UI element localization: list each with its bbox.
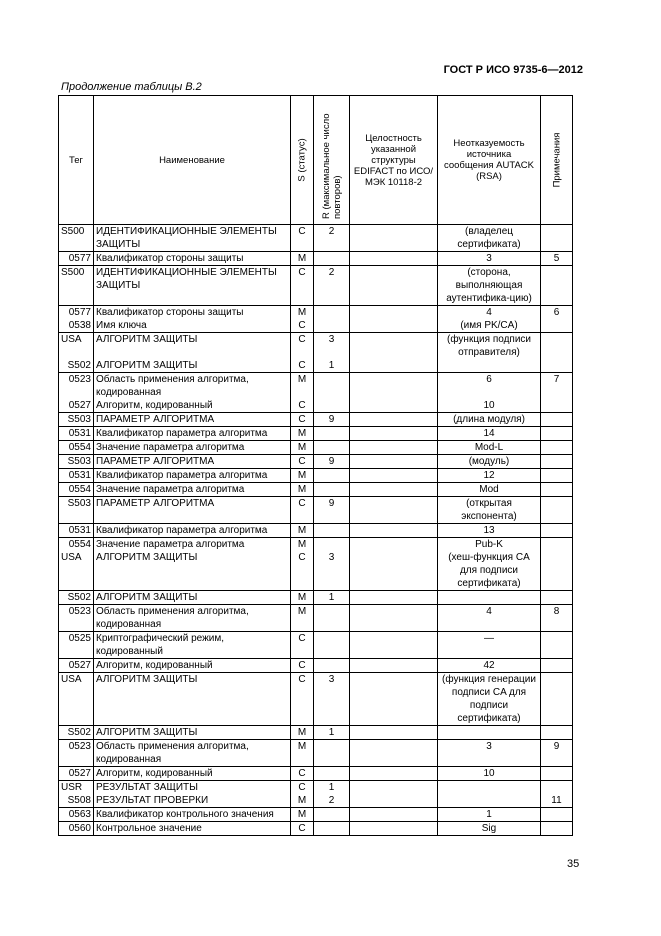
cell-tag: 0554 <box>59 441 94 455</box>
cell-integrity <box>350 659 438 673</box>
cell-integrity <box>350 767 438 781</box>
table-row <box>59 225 573 252</box>
cell-repeat: 2 <box>314 266 350 306</box>
cell-tag: 0527 <box>59 399 94 413</box>
cell-integrity <box>350 808 438 822</box>
cell-integrity <box>350 399 438 413</box>
cell-integrity <box>350 605 438 632</box>
cell-tag: 0577 <box>59 306 94 320</box>
cell-repeat <box>314 822 350 836</box>
cell-status: C <box>291 673 314 726</box>
cell-nonrepudiation <box>438 794 541 808</box>
cell-status: C <box>291 359 314 373</box>
cell-notes <box>541 497 573 524</box>
cell-name: Криптографический режим, кодированный <box>94 632 291 659</box>
cell-integrity <box>350 455 438 469</box>
cell-integrity <box>350 483 438 497</box>
cell-notes <box>541 225 573 252</box>
cell-nonrepudiation <box>438 591 541 605</box>
cell-repeat: 1 <box>314 359 350 373</box>
cell-repeat <box>314 659 350 673</box>
cell-notes: 5 <box>541 252 573 266</box>
cell-tag: 0577 <box>59 252 94 266</box>
cell-repeat: 1 <box>314 726 350 740</box>
cell-tag: S500 <box>59 225 94 252</box>
cell-nonrepudiation: 1 <box>438 808 541 822</box>
cell-status: C <box>291 413 314 427</box>
cell-nonrepudiation: 4 <box>438 306 541 320</box>
cell-tag: 0523 <box>59 605 94 632</box>
cell-name: Квалификатор контрольного значения <box>94 808 291 822</box>
table-row <box>59 591 573 605</box>
cell-integrity <box>350 781 438 795</box>
cell-repeat <box>314 399 350 413</box>
cell-repeat <box>314 427 350 441</box>
table-row <box>59 333 573 360</box>
cell-status: M <box>291 373 314 400</box>
cell-tag: USA <box>59 551 94 591</box>
cell-nonrepudiation: 10 <box>438 767 541 781</box>
table-row <box>59 781 573 795</box>
cell-name: Квалификатор стороны защиты <box>94 252 291 266</box>
cell-repeat <box>314 632 350 659</box>
table-row <box>59 605 573 632</box>
cell-nonrepudiation: Mod <box>438 483 541 497</box>
cell-tag: S502 <box>59 359 94 373</box>
cell-name: Алгоритм, кодированный <box>94 659 291 673</box>
cell-notes <box>541 427 573 441</box>
table-row <box>59 740 573 767</box>
cell-status: M <box>291 252 314 266</box>
cell-notes: 9 <box>541 740 573 767</box>
cell-integrity <box>350 469 438 483</box>
cell-integrity <box>350 551 438 591</box>
cell-status: C <box>291 659 314 673</box>
table-row <box>59 469 573 483</box>
cell-nonrepudiation: 6 <box>438 373 541 400</box>
cell-notes <box>541 673 573 726</box>
cell-integrity <box>350 333 438 360</box>
data-table <box>58 95 573 836</box>
cell-repeat <box>314 740 350 767</box>
cell-repeat <box>314 252 350 266</box>
cell-repeat <box>314 469 350 483</box>
cell-nonrepudiation: 13 <box>438 524 541 538</box>
cell-notes <box>541 524 573 538</box>
cell-notes <box>541 538 573 552</box>
cell-name: Значение параметра алгоритма <box>94 538 291 552</box>
cell-nonrepudiation <box>438 781 541 795</box>
table-row <box>59 373 573 400</box>
page-number: 35 <box>567 858 580 870</box>
cell-integrity <box>350 441 438 455</box>
cell-status: C <box>291 225 314 252</box>
cell-name: Контрольное значение <box>94 822 291 836</box>
cell-notes <box>541 399 573 413</box>
cell-notes <box>541 441 573 455</box>
cell-tag: S502 <box>59 726 94 740</box>
cell-name: Значение параметра алгоритма <box>94 441 291 455</box>
cell-notes <box>541 808 573 822</box>
cell-status: M <box>291 726 314 740</box>
cell-status: M <box>291 605 314 632</box>
cell-nonrepudiation: 12 <box>438 469 541 483</box>
cell-status: C <box>291 632 314 659</box>
cell-status: M <box>291 524 314 538</box>
cell-tag: S502 <box>59 591 94 605</box>
cell-tag: USA <box>59 333 94 360</box>
cell-notes: 8 <box>541 605 573 632</box>
table-row <box>59 673 573 726</box>
table-row <box>59 483 573 497</box>
cell-notes <box>541 767 573 781</box>
cell-nonrepudiation: (сторона, выполняющая аутентифика-цию) <box>438 266 541 306</box>
cell-notes <box>541 469 573 483</box>
cell-status: C <box>291 551 314 591</box>
cell-nonrepudiation: (функция подписи отправителя) <box>438 333 541 360</box>
cell-name: ПАРАМЕТР АЛГОРИТМА <box>94 497 291 524</box>
cell-nonrepudiation: Sig <box>438 822 541 836</box>
cell-integrity <box>350 740 438 767</box>
cell-nonrepudiation: (имя PK/CA) <box>438 319 541 333</box>
cell-repeat: 3 <box>314 551 350 591</box>
cell-integrity <box>350 794 438 808</box>
cell-nonrepudiation: (открытая экспонента) <box>438 497 541 524</box>
cell-repeat <box>314 524 350 538</box>
cell-repeat <box>314 373 350 400</box>
cell-name: Квалификатор параметра алгоритма <box>94 524 291 538</box>
cell-name: ИДЕНТИФИКАЦИОННЫЕ ЭЛЕМЕНТЫ ЗАЩИТЫ <box>94 266 291 306</box>
cell-tag: S503 <box>59 413 94 427</box>
cell-integrity <box>350 306 438 320</box>
cell-name: Алгоритм, кодированный <box>94 399 291 413</box>
cell-status: M <box>291 808 314 822</box>
cell-status: C <box>291 822 314 836</box>
cell-repeat <box>314 767 350 781</box>
cell-nonrepudiation: (модуль) <box>438 455 541 469</box>
column-header-repeat: R (максимальное число повторов) <box>314 96 350 225</box>
cell-tag: 0560 <box>59 822 94 836</box>
table-row <box>59 822 573 836</box>
cell-repeat: 9 <box>314 455 350 469</box>
cell-notes <box>541 659 573 673</box>
cell-nonrepudiation: (хеш-функция CA для подписи сертификата) <box>438 551 541 591</box>
cell-notes <box>541 551 573 591</box>
cell-name: Квалификатор параметра алгоритма <box>94 427 291 441</box>
cell-repeat: 9 <box>314 497 350 524</box>
cell-repeat <box>314 808 350 822</box>
cell-integrity <box>350 427 438 441</box>
cell-nonrepudiation: (владелец сертификата) <box>438 225 541 252</box>
cell-status: C <box>291 767 314 781</box>
cell-name: Имя ключа <box>94 319 291 333</box>
table-row <box>59 497 573 524</box>
cell-nonrepudiation: Pub-K <box>438 538 541 552</box>
cell-repeat: 1 <box>314 591 350 605</box>
cell-tag: 0554 <box>59 483 94 497</box>
cell-name: АЛГОРИТМ ЗАЩИТЫ <box>94 591 291 605</box>
cell-repeat <box>314 483 350 497</box>
cell-notes <box>541 483 573 497</box>
cell-repeat: 9 <box>314 413 350 427</box>
table-row <box>59 455 573 469</box>
cell-name: АЛГОРИТМ ЗАЩИТЫ <box>94 673 291 726</box>
table-row <box>59 808 573 822</box>
cell-name: Область применения алгоритма, кодированная <box>94 373 291 400</box>
cell-nonrepudiation: 4 <box>438 605 541 632</box>
cell-name: Область применения алгоритма, кодированная <box>94 605 291 632</box>
table-row <box>59 524 573 538</box>
cell-notes <box>541 632 573 659</box>
cell-repeat <box>314 538 350 552</box>
cell-integrity <box>350 225 438 252</box>
cell-integrity <box>350 538 438 552</box>
cell-tag: USR <box>59 781 94 795</box>
cell-status: M <box>291 441 314 455</box>
cell-name: АЛГОРИТМ ЗАЩИТЫ <box>94 333 291 360</box>
cell-tag: USA <box>59 673 94 726</box>
cell-notes <box>541 455 573 469</box>
cell-status: M <box>291 306 314 320</box>
cell-name: Квалификатор параметра алгоритма <box>94 469 291 483</box>
table-row <box>59 306 573 320</box>
table-row <box>59 726 573 740</box>
cell-status: M <box>291 469 314 483</box>
cell-tag: S503 <box>59 455 94 469</box>
cell-nonrepudiation: 10 <box>438 399 541 413</box>
cell-notes <box>541 726 573 740</box>
cell-repeat: 3 <box>314 333 350 360</box>
table-row <box>59 659 573 673</box>
cell-integrity <box>350 266 438 306</box>
cell-tag: 0538 <box>59 319 94 333</box>
table-row <box>59 551 573 591</box>
cell-status: M <box>291 427 314 441</box>
cell-name: РЕЗУЛЬТАТ ПРОВЕРКИ <box>94 794 291 808</box>
cell-status: C <box>291 399 314 413</box>
cell-name: Алгоритм, кодированный <box>94 767 291 781</box>
column-header-notes: Примечания <box>541 96 573 225</box>
cell-notes: 6 <box>541 306 573 320</box>
cell-status: C <box>291 781 314 795</box>
column-header-nonrepudiation: Неотказуемость источника сообщения AUTACK (RSA) <box>438 96 541 225</box>
table-row <box>59 399 573 413</box>
table-row <box>59 266 573 306</box>
cell-integrity <box>350 822 438 836</box>
table-row <box>59 252 573 266</box>
cell-name: ИДЕНТИФИКАЦИОННЫЕ ЭЛЕМЕНТЫ ЗАЩИТЫ <box>94 225 291 252</box>
table-row <box>59 794 573 808</box>
cell-tag: 0527 <box>59 767 94 781</box>
cell-status: M <box>291 483 314 497</box>
cell-nonrepudiation: 42 <box>438 659 541 673</box>
cell-integrity <box>350 632 438 659</box>
cell-repeat: 2 <box>314 225 350 252</box>
cell-tag: 0523 <box>59 740 94 767</box>
document-id: ГОСТ Р ИСО 9735-6—2012 <box>443 64 583 76</box>
cell-tag: 0525 <box>59 632 94 659</box>
cell-notes <box>541 591 573 605</box>
cell-nonrepudiation <box>438 726 541 740</box>
table-row <box>59 538 573 552</box>
column-header-integrity: Целостность указанной структуры EDIFACT по ИСО/МЭК 10118-2 <box>350 96 438 225</box>
column-header-tag: Тег <box>59 96 94 225</box>
table-row <box>59 441 573 455</box>
table-header-row <box>59 96 573 225</box>
cell-status: M <box>291 794 314 808</box>
cell-notes: 11 <box>541 794 573 808</box>
cell-name: РЕЗУЛЬТАТ ЗАЩИТЫ <box>94 781 291 795</box>
column-header-name: Наименование <box>94 96 291 225</box>
cell-nonrepudiation: (функция генерации подписи CA для подписи сертификата) <box>438 673 541 726</box>
cell-integrity <box>350 359 438 373</box>
table-row <box>59 413 573 427</box>
cell-tag: S500 <box>59 266 94 306</box>
cell-status: C <box>291 455 314 469</box>
cell-notes <box>541 822 573 836</box>
cell-tag: 0554 <box>59 538 94 552</box>
cell-tag: 0527 <box>59 659 94 673</box>
cell-status: M <box>291 740 314 767</box>
cell-notes: 7 <box>541 373 573 400</box>
cell-tag: S503 <box>59 497 94 524</box>
cell-repeat <box>314 306 350 320</box>
cell-repeat <box>314 319 350 333</box>
table-row <box>59 427 573 441</box>
table-continuation-caption: Продолжение таблицы В.2 <box>61 81 202 93</box>
cell-integrity <box>350 497 438 524</box>
cell-notes <box>541 333 573 360</box>
cell-integrity <box>350 524 438 538</box>
cell-integrity <box>350 591 438 605</box>
table-row <box>59 632 573 659</box>
cell-name: АЛГОРИТМ ЗАЩИТЫ <box>94 551 291 591</box>
cell-notes <box>541 359 573 373</box>
cell-nonrepudiation: Mod-L <box>438 441 541 455</box>
cell-notes <box>541 266 573 306</box>
cell-integrity <box>350 413 438 427</box>
cell-name: АЛГОРИТМ ЗАЩИТЫ <box>94 726 291 740</box>
cell-name: ПАРАМЕТР АЛГОРИТМА <box>94 413 291 427</box>
cell-name: ПАРАМЕТР АЛГОРИТМА <box>94 455 291 469</box>
cell-notes <box>541 319 573 333</box>
cell-notes <box>541 413 573 427</box>
cell-status: C <box>291 497 314 524</box>
cell-name: АЛГОРИТМ ЗАЩИТЫ <box>94 359 291 373</box>
cell-tag: 0563 <box>59 808 94 822</box>
cell-tag: 0531 <box>59 427 94 441</box>
cell-nonrepudiation: (длина модуля) <box>438 413 541 427</box>
cell-repeat: 1 <box>314 781 350 795</box>
cell-nonrepudiation <box>438 359 541 373</box>
cell-integrity <box>350 673 438 726</box>
column-header-status: S (статус) <box>291 96 314 225</box>
cell-tag: 0531 <box>59 524 94 538</box>
cell-status: M <box>291 591 314 605</box>
cell-nonrepudiation: 3 <box>438 740 541 767</box>
cell-repeat: 3 <box>314 673 350 726</box>
cell-name: Значение параметра алгоритма <box>94 483 291 497</box>
cell-status: C <box>291 266 314 306</box>
cell-integrity <box>350 252 438 266</box>
cell-tag: 0531 <box>59 469 94 483</box>
cell-name: Область применения алгоритма, кодированная <box>94 740 291 767</box>
cell-integrity <box>350 373 438 400</box>
cell-nonrepudiation: 3 <box>438 252 541 266</box>
cell-repeat <box>314 605 350 632</box>
cell-status: C <box>291 333 314 360</box>
cell-repeat <box>314 441 350 455</box>
table-row <box>59 319 573 333</box>
table-row <box>59 359 573 373</box>
cell-repeat: 2 <box>314 794 350 808</box>
cell-tag: 0523 <box>59 373 94 400</box>
cell-nonrepudiation: — <box>438 632 541 659</box>
table-row <box>59 767 573 781</box>
cell-status: M <box>291 538 314 552</box>
cell-notes <box>541 781 573 795</box>
cell-name: Квалификатор стороны защиты <box>94 306 291 320</box>
cell-tag: S508 <box>59 794 94 808</box>
cell-nonrepudiation: 14 <box>438 427 541 441</box>
cell-integrity <box>350 726 438 740</box>
cell-status: C <box>291 319 314 333</box>
cell-integrity <box>350 319 438 333</box>
